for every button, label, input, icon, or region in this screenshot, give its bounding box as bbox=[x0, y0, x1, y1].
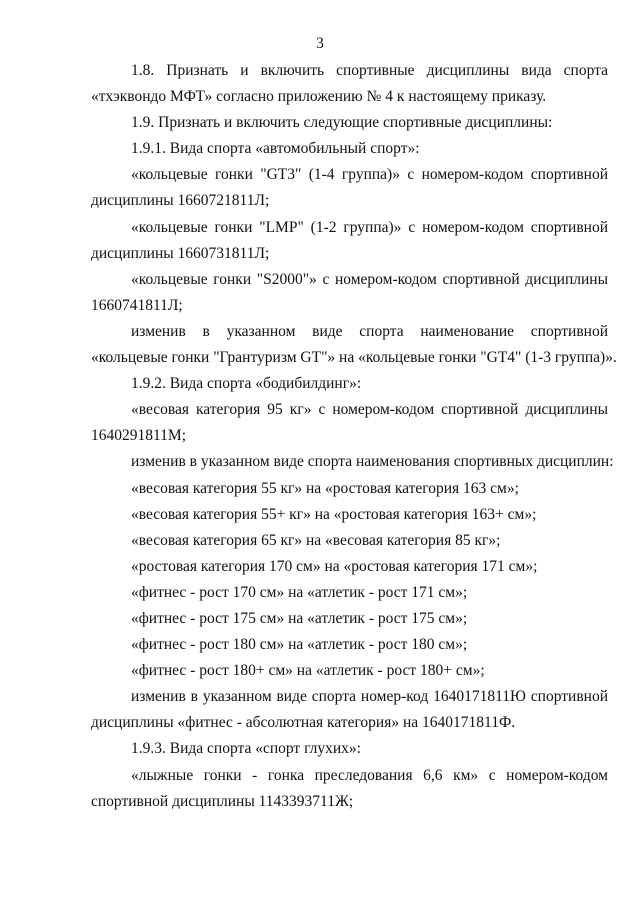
text-line: дисциплины 1660721811Л; bbox=[91, 192, 270, 210]
text-line: «кольцевые гонки "LMP" (1-2 группа)» с номером-кодом спортивной bbox=[131, 218, 608, 236]
text-line: «фитнес - рост 170 см» на «атлетик - рост 171 см»; bbox=[131, 583, 468, 601]
text-line: 1.9.2. Вида спорта «бодибилдинг»: bbox=[131, 375, 362, 393]
text-line: дисциплины 1660731811Л; bbox=[91, 244, 270, 262]
text-line: «весовая категория 55 кг» на «ростовая категория 163 см»; bbox=[131, 479, 519, 497]
text-line: «весовая категория 65 кг» на «весовая категория 85 кг»; bbox=[131, 531, 501, 549]
text-line: «ростовая категория 170 см» на «ростовая категория 171 см»; bbox=[131, 557, 538, 575]
text-line: «тхэквондо МФТ» согласно приложению № 4 к настоящему приказу. bbox=[91, 88, 547, 106]
text-line: спортивной дисциплины 1143393711Ж; bbox=[91, 792, 354, 810]
text-line: «кольцевые гонки "S2000"» с номером-кодом спортивной дисциплины bbox=[131, 270, 608, 288]
text-line: «кольцевые гонки "GT3" (1-4 группа)» с номером-кодом спортивной bbox=[131, 166, 608, 184]
text-line: 1.9.3. Вида спорта «спорт глухих»: bbox=[131, 740, 361, 758]
text-line: «фитнес - рост 180+ см» на «атлетик - рост 180+ см»; bbox=[131, 662, 485, 680]
text-line: 1.9. Признать и включить следующие спортивные дисциплины: bbox=[131, 114, 553, 132]
text-line: 1640291811М; bbox=[91, 427, 187, 445]
text-line: «лыжные гонки - гонка преследования 6,6 км» с номером-кодом bbox=[131, 766, 608, 784]
text-line: дисциплины «фитнес - абсолютная категория» на 1640171811Ф. bbox=[91, 714, 516, 732]
text-line: «фитнес - рост 180 см» на «атлетик - рост 180 см»; bbox=[131, 636, 468, 654]
text-line: «кольцевые гонки "Грантуризм GT"» на «кольцевые гонки "GT4" (1-3 группа)». bbox=[91, 349, 617, 367]
text-line: «весовая категория 95 кг» с номером-кодом спортивной дисциплины bbox=[131, 401, 608, 419]
text-line: изменив в указанном виде спорта наименования спортивных дисциплин: bbox=[131, 453, 614, 471]
text-line: «фитнес - рост 175 см» на «атлетик - рост 175 см»; bbox=[131, 609, 468, 627]
text-line: «весовая категория 55+ кг» на «ростовая категория 163+ см»; bbox=[131, 505, 537, 523]
text-line: изменив в указанном виде спорта наименование спортивной bbox=[131, 322, 608, 340]
page-number: 3 bbox=[316, 35, 324, 52]
text-line: изменив в указанном виде спорта номер-код 1640171811Ю спортивной bbox=[131, 688, 608, 706]
document-body bbox=[91, 58, 617, 815]
text-line: 1660741811Л; bbox=[91, 296, 183, 314]
text-line: 1.8. Признать и включить спортивные дисциплины вида спорта bbox=[131, 62, 608, 79]
text-line: 1.9.1. Вида спорта «автомобильный спорт»: bbox=[131, 140, 420, 158]
